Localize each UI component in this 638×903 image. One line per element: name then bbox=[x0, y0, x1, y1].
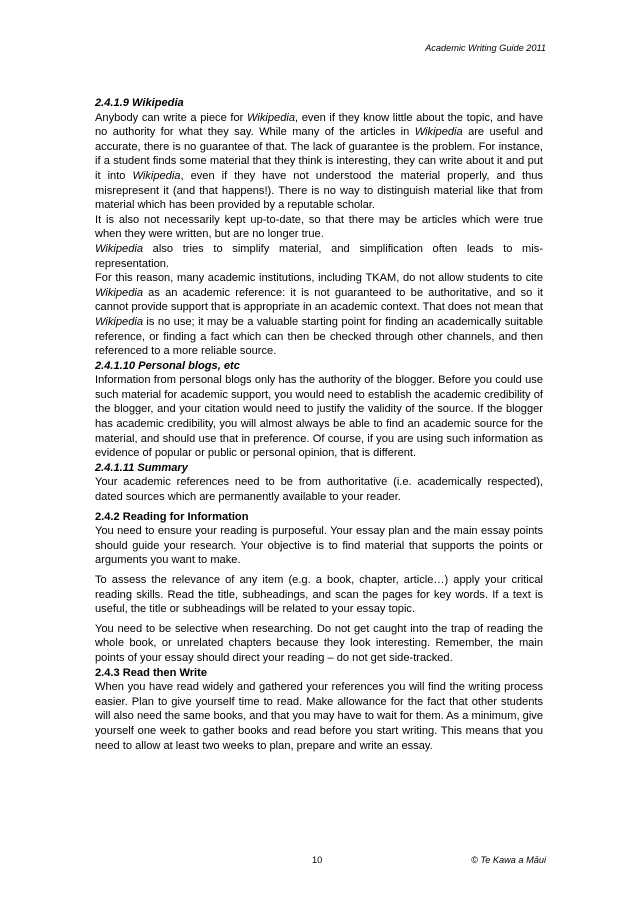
page-number: 10 bbox=[312, 855, 323, 865]
wikipedia-paragraph-2: It is also not necessarily kept up-to-date, so that there may be articles which were true when they were written, but are no longer true. bbox=[95, 213, 543, 241]
copyright-notice: © Te Kawa a Māui bbox=[471, 855, 546, 865]
reading-paragraph-1: You need to ensure your reading is purposeful. Your essay plan and the main essay points should guide your research. Your objective is to find material that supports the points or arguments you want to make. bbox=[95, 525, 543, 567]
heading-242: 2.4.2 Reading for Information bbox=[95, 510, 249, 523]
wikipedia-paragraph-4: For this reason, many academic institutions, including TKAM, do not allow students to cite Wikipedia as an academic reference: it is not guaranteed to be authoritative, and so it cannot provide support that is appropriate in an academic context. That does not mean that Wikipedia is no use; it may be a valuable starting point for finding an academically suitable reference, or finding a fact which can then be checked through other channels, and then referenced to a more reliable source. bbox=[95, 272, 543, 358]
wikipedia-paragraph-3: Wikipedia also tries to simplify material, and simplification often leads to mis-representation. bbox=[95, 242, 543, 270]
heading-24110: 2.4.1.10 Personal blogs, etc bbox=[95, 359, 240, 372]
wikipedia-paragraph-1: Anybody can write a piece for Wikipedia, even if they know little about the topic, and have no authority for what they say. While many of the articles in Wikipedia are useful and accurate, there is no guarantee of that. The lack of guarantee is the problem. For instance, if a student finds some material that they think is interesting, they can write about it and put it into Wikipedia, even if they have not understood the material properly, and thus misrepresent it (and that happens!). There is no way to distinguish material like that from material which has been provided by a reputable scholar. bbox=[95, 111, 543, 212]
heading-24111: 2.4.1.11 Summary bbox=[95, 461, 188, 474]
read-write-paragraph: When you have read widely and gathered your references you will find the writing process easier. Plan to give yourself time to read. Make allowance for the fact that other students will also need the same books, and that you may have to wait for them. As a minimum, give yourself one week to gather books and read before you start writing. This means that you need to allow at least two weeks to plan, prepare and write an essay. bbox=[95, 681, 543, 752]
heading-243: 2.4.3 Read then Write bbox=[95, 666, 207, 679]
blogs-paragraph: Information from personal blogs only has the authority of the blogger. Before you could use such material for academic support, you would need to establish the academic credibility of the blogger, and your citation would need to justify the validity of the source. If the blogger has academic credibility, you will almost always be able to find an academic source for the material, and should use that in preference. Of course, if you are using such information as evidence of popular or public or personal opinion, that is different. bbox=[95, 374, 543, 460]
heading-2419: 2.4.1.9 Wikipedia bbox=[95, 97, 184, 109]
reading-paragraph-3: You need to be selective when researching. Do not get caught into the trap of reading the whole book, or unrelated chapters because they look interesting. Remember, the main points of your essay should direct your reading – do not get side-tracked. bbox=[95, 622, 543, 664]
running-header: Academic Writing Guide 2011 bbox=[425, 43, 546, 53]
summary-paragraph: Your academic references need to be from authoritative (i.e. academically respected), dated sources which are permanently available to your reader. bbox=[95, 476, 543, 504]
reading-paragraph-2: To assess the relevance of any item (e.g. a book, chapter, article…) apply your critical reading skills. Read the title, subheadings, and scan the pages for key words. If a text is useful, the title or subheadings will be related to your essay topic. bbox=[95, 574, 543, 616]
page-body bbox=[95, 96, 543, 753]
